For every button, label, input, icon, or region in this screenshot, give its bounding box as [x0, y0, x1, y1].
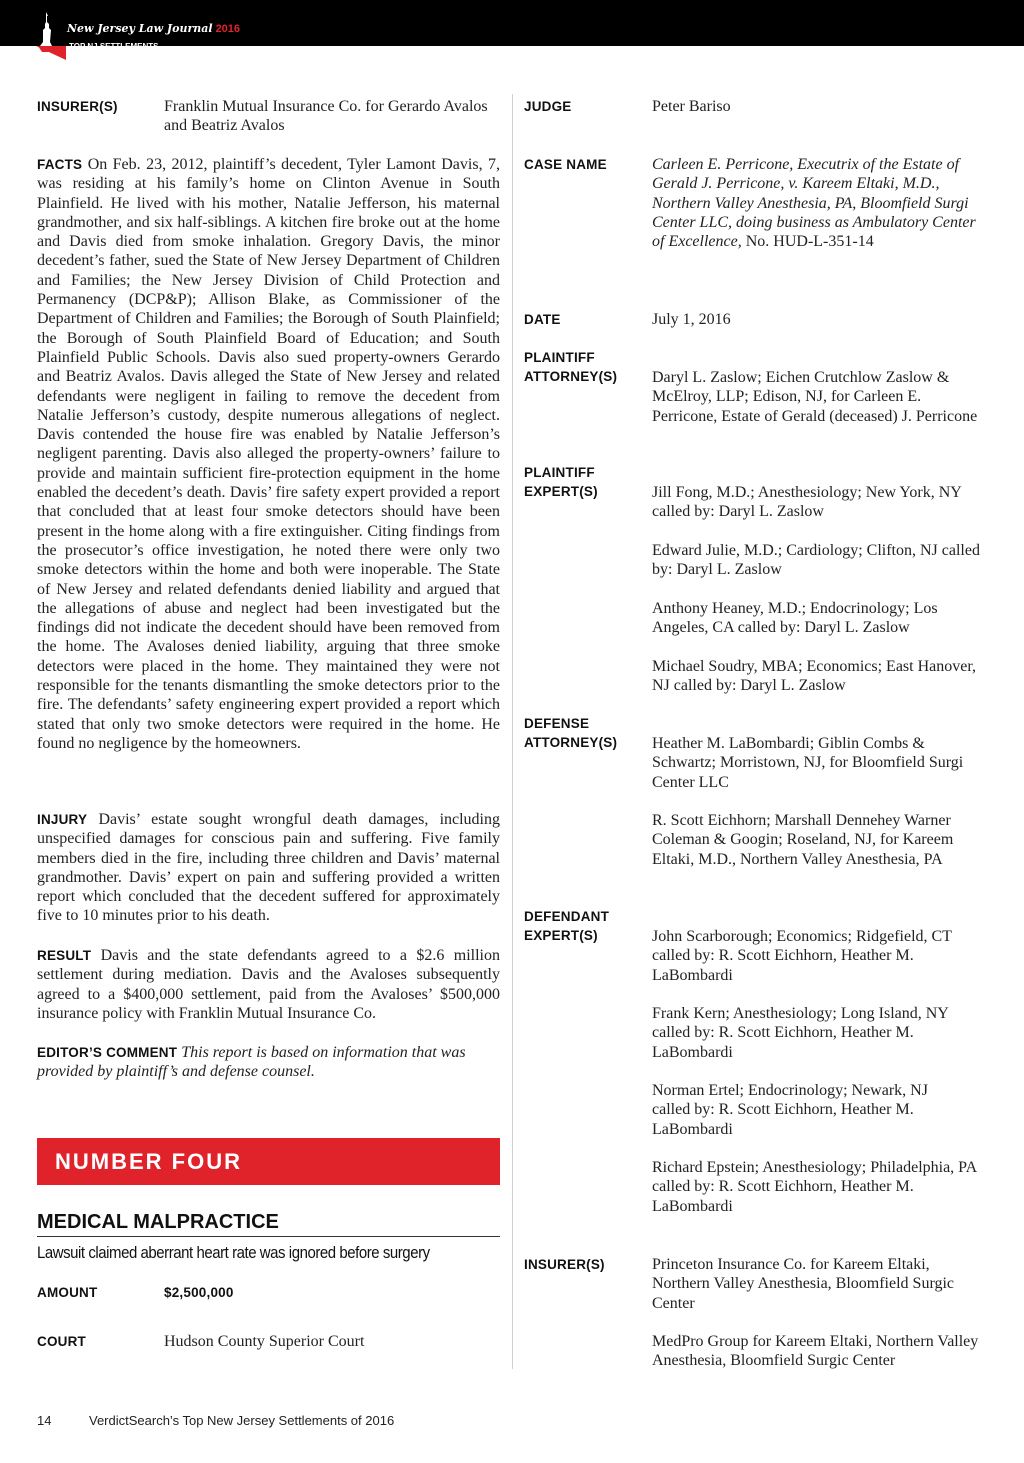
plaintiff-expert-item: Jill Fong, M.D.; Anesthesiology; New York, NY called by: Daryl L. Zaslow [652, 484, 962, 521]
defendant-expert-label: DEFENDANT EXPERT(S) [524, 909, 610, 944]
case-name-value [652, 155, 992, 251]
insurer-label: INSURER(S) [37, 99, 118, 114]
judge-label: JUDGE [524, 99, 572, 114]
heading-rule [37, 1236, 500, 1237]
insurer-item: MedPro Group for Kareem Eltaki, Northern Valley Anesthesia, Bloomfield Surgic Center [652, 1333, 979, 1370]
amount-label: AMOUNT [37, 1285, 98, 1300]
editor-comment-label: EDITOR’S COMMENT [37, 1045, 178, 1060]
facts-text: On Feb. 23, 2012, plaintiff’s decedent, Tyler Lamont Davis, 7, was residing at his family’s home on Clinton Avenue in South Plainfield. He lived with his mother, Natalie Jefferson, his maternal grandmother, and six half-siblings. A kitchen fire broke out at the home and Davis died from smoke inhalation. Gregory Davis, the minor decedent’s father, sued the State of New Jersey Department of Children and Families; the New Jersey Division of Child Protection and Permanency (DCP&P); Allison Blake, as Commissioner of the Department of Children and Families; the Borough of South Plainfield; the Borough of South Plainfield Board of Education; and South Plainfield Public Schools. Davis also sued property-owners Gerardo and Beatriz Avalos. Davis alleged the State of New Jersey and related defendants were negligent in failing to remove the decedent from Natalie Jefferson’s custody, despite numerous allegations of neglect. Davis contended the house fire was enabled by Natalie Jefferson’s negligent parenting. Davis also alleged the property-owners’ failure to provide and maintain sufficient fire-protection equipment in the home enabled the decedent’s death. Davis’ fire safety expert provided a report that concluded that at least four smoke detectors should have been present in the home along with a fire extinguisher. Citing findings from the prosecutor’s office investigation, he noted there were only two smoke detectors within the home and both were inoperable. The State of New Jersey and related defendants denied liability and argued that the allegations of abuse and neglect had been investigated but the findings did not indicate the decedent should have been removed from the home. The Avaloses denied liability, arguing that three smoke detectors were placed in the home. They maintained they were not responsible for the tenants dismantling the smoke detectors prior to the fire. The defendants’ safety engineering expert provided a report which stated that only two smoke detectors were required in the home. He found no negligence by the homeowners. [37, 156, 501, 752]
defendant-expert-item: John Scarborough; Economics; Ridgefield, CT called by: R. Scott Eichhorn, Heather M. LaBombardi [652, 928, 952, 984]
case-type-heading: MEDICAL MALPRACTICE [37, 1211, 279, 1233]
case-rank: NUMBER FOUR [55, 1149, 242, 1174]
defendant-expert-item: Richard Epstein; Anesthesiology; Philadelphia, PA called by: R. Scott Eichhorn, Heather M. LaBombardi [652, 1159, 977, 1215]
court-value: Hudson County Superior Court [164, 1333, 365, 1350]
defendant-expert-item: Frank Kern; Anesthesiology; Long Island, NY called by: R. Scott Eichhorn, Heather M. LaBombardi [652, 1005, 949, 1061]
case-rank-banner [37, 1138, 500, 1185]
defense-attorney-item: R. Scott Eichhorn; Marshall Dennehey Warner Coleman & Googin; Roseland, NJ, for Kareem Eltaki, M.D., Northern Valley Anesthesia, PA [652, 812, 954, 868]
plaintiff-attorney-value: Daryl L. Zaslow; Eichen Crutchlow Zaslow & McElroy, LLP; Edison, NJ, for Carleen E. Perricone, Estate of Gerald (deceased) J. Perricone [652, 369, 978, 425]
result-label: RESULT [37, 948, 92, 963]
injury-text: Davis’ estate sought wrongful death damages, including unspecified damages for conscious pain and suffering. Five family members died in the fire, including three children and Davis’ maternal grandmother. Davis’ expert on pain and suffering provided a written report which concluded that the decedent suffered for approximately five to 10 minutes prior to his death. [37, 811, 501, 925]
plaintiff-expert-item: Edward Julie, M.D.; Cardiology; Clifton, NJ called by: Daryl L. Zaslow [652, 542, 980, 579]
case-name-parties: Carleen E. Perricone, Executrix of the Estate of Gerald J. Perricone, v. Kareem Eltaki, M.D., Northern Valley Anesthesia, PA, Bloomfield Surgi Center LLC, doing business as Ambulatory Center of Excellence, [652, 156, 976, 251]
defense-attorney-label: DEFENSE ATTORNEY(S) [524, 716, 618, 751]
section-label: TOP NJ SETTLEMENTS [69, 42, 159, 51]
date-label: DATE [524, 312, 561, 327]
judge-value: Peter Bariso [652, 98, 731, 115]
insurer-label-right: INSURER(S) [524, 1257, 605, 1272]
injury-paragraph [37, 810, 500, 926]
date-value: July 1, 2016 [652, 311, 731, 328]
insurer-item: Princeton Insurance Co. for Kareem Eltaki, Northern Valley Anesthesia, Bloomfield Surgic Center [652, 1256, 955, 1312]
plaintiff-expert-item: Michael Soudry, MBA; Economics; East Hanover, NJ called by: Daryl L. Zaslow [652, 658, 977, 695]
footer-title: VerdictSearch’s Top New Jersey Settlements of 2016 [89, 1413, 395, 1428]
court-label: COURT [37, 1334, 86, 1349]
facts-paragraph [37, 155, 500, 753]
docket-number: No. HUD-L-351-14 [745, 233, 874, 251]
header-red-accent [36, 46, 66, 60]
result-text: Davis and the state defendants agreed to a $2.6 million settlement during mediation. Davis and the Avaloses subsequently agreed to a $400,000 settlement, paid from the Avaloses’ $500,000 insurance policy with Franklin Mutual Insurance Co. [37, 947, 501, 1022]
publication-title: New Jersey Law Journal 2016 [67, 22, 241, 35]
result-paragraph [37, 946, 500, 1023]
plaintiff-expert-label: PLAINTIFF EXPERT(S) [524, 465, 598, 500]
insurer-value: Franklin Mutual Insurance Co. for Gerardo Avalos and Beatriz Avalos [164, 98, 488, 135]
plaintiff-expert-item: Anthony Heaney, M.D.; Endocrinology; Los Angeles, CA called by: Daryl L. Zaslow [652, 600, 938, 637]
case-name-label: CASE NAME [524, 157, 607, 172]
editor-comment-paragraph [37, 1043, 500, 1082]
editor-comment-text: This report is based on information that was provided by plaintiff’s and defense counsel. [37, 1044, 466, 1081]
injury-label: INJURY [37, 812, 88, 827]
plaintiff-attorney-label: PLAINTIFF ATTORNEY(S) [524, 350, 618, 385]
case-subtitle: Lawsuit claimed aberrant heart rate was ignored before surgery [37, 1243, 430, 1262]
defense-attorney-item: Heather M. LaBombardi; Giblin Combs & Schwartz; Morristown, NJ, for Bloomfield Surgi Center LLC [652, 735, 964, 791]
column-divider [512, 94, 513, 1369]
amount-value: $2,500,000 [164, 1285, 234, 1300]
facts-label: FACTS [37, 157, 83, 172]
page-number: 14 [37, 1413, 52, 1428]
defendant-expert-item: Norman Ertel; Endocrinology; Newark, NJ called by: R. Scott Eichhorn, Heather M. LaBombardi [652, 1082, 928, 1138]
